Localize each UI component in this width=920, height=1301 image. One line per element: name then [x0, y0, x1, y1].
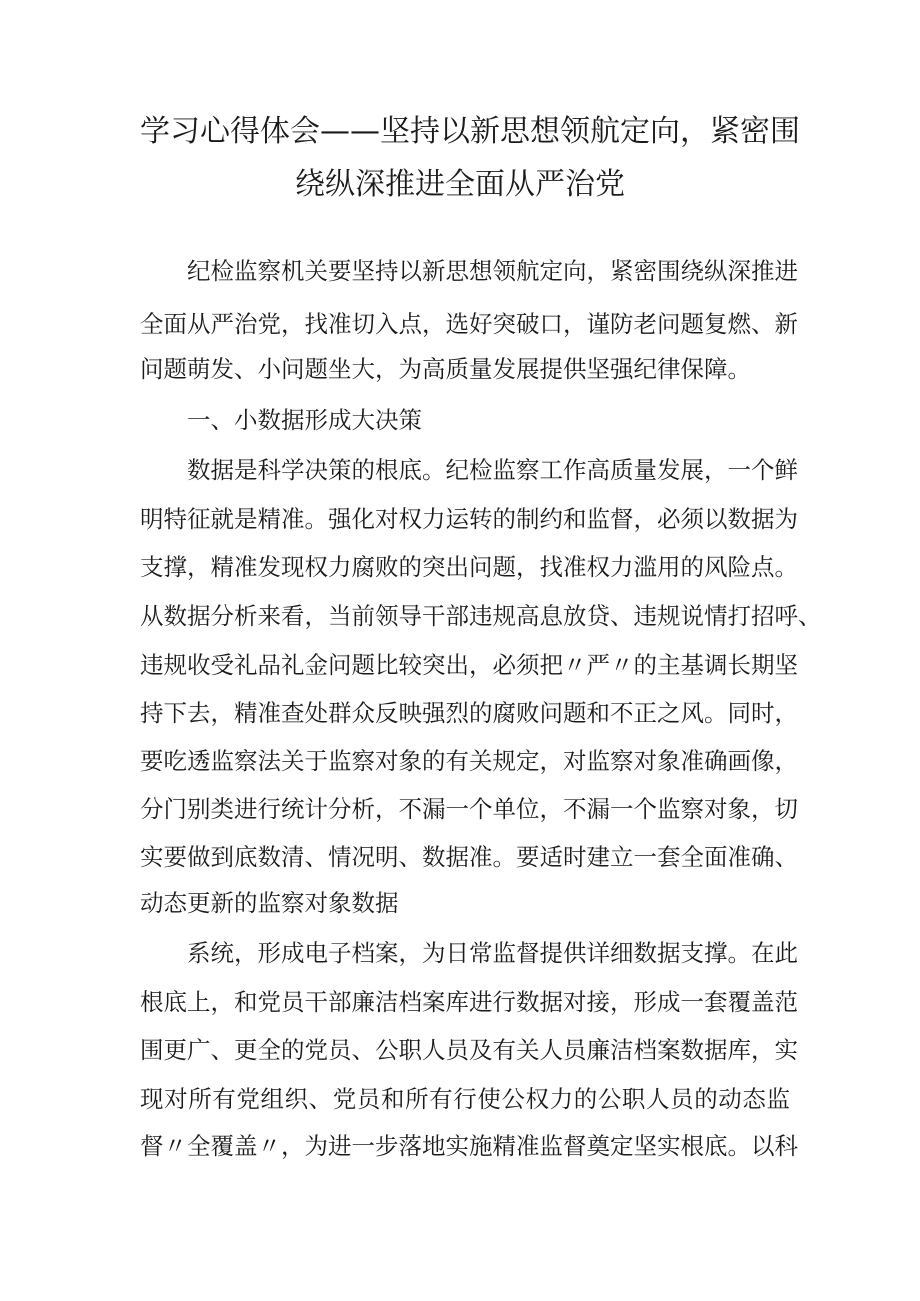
body-line: 支撑，精准发现权力腐败的突出问题，找准权力滥用的风险点。: [140, 553, 798, 581]
body-line: 督〃全覆盖〃，为进一步落地实施精准监督奠定坚实根底。以科: [140, 1132, 798, 1160]
body-line: 现对所有党组织、党员和所有行使公权力的公职人员的动态监: [140, 1085, 790, 1113]
body-line: 系统，形成电子档案，为日常监督提供详细数据支撑。在此: [187, 939, 798, 967]
body-line: 全面从严治党，找准切入点，选好突破口，谨防老问题复燃、新: [140, 310, 798, 338]
body-line: 问题萌发、小问题坐大，为高质量发展提供坚强纪律保障。: [140, 355, 751, 383]
body-line: 分门别类进行统计分析，不漏一个单位，不漏一个监察对象，切: [140, 795, 798, 823]
body-line: 实要做到底数清、情况明、数据准。要适时建立一套全面准确、: [140, 843, 798, 871]
body-line: 围更广、更全的党员、公职人员及有关人员廉洁档案数据库，实: [140, 1036, 798, 1064]
body-line: 纪检监察机关要坚持以新思想领航定向，紧密围绕纵深推进: [187, 257, 798, 285]
document-title-line-2: 绕纵深推进全面从严治党: [295, 167, 625, 202]
section-heading: 一、小数据形成大决策: [187, 406, 422, 434]
body-line: 违规收受礼品礼金问题比较突出，必须把〃严〃的主基调长期坚: [140, 651, 798, 679]
body-line: 从数据分析来看，当前领导干部违规高息放贷、违规说情打招呼、: [140, 602, 822, 630]
document-title-line-1: 学习心得体会——坚持以新思想领航定向，紧密围: [140, 114, 800, 149]
body-line: 持下去，精准查处群众反映强烈的腐败问题和不正之风。同时，: [140, 699, 798, 727]
body-line: 根底上，和党员干部廉洁档案库进行数据对接，形成一套覆盖范: [140, 988, 798, 1016]
body-line: 数据是科学决策的根底。纪检监察工作高质量发展，一个鲜: [187, 456, 798, 484]
body-line: 明特征就是精准。强化对权力运转的制约和监督，必须以数据为: [140, 505, 798, 533]
body-line: 动态更新的监察对象数据: [140, 889, 399, 917]
body-line: 要吃透监察法关于监察对象的有关规定，对监察对象准确画像，: [140, 747, 798, 775]
